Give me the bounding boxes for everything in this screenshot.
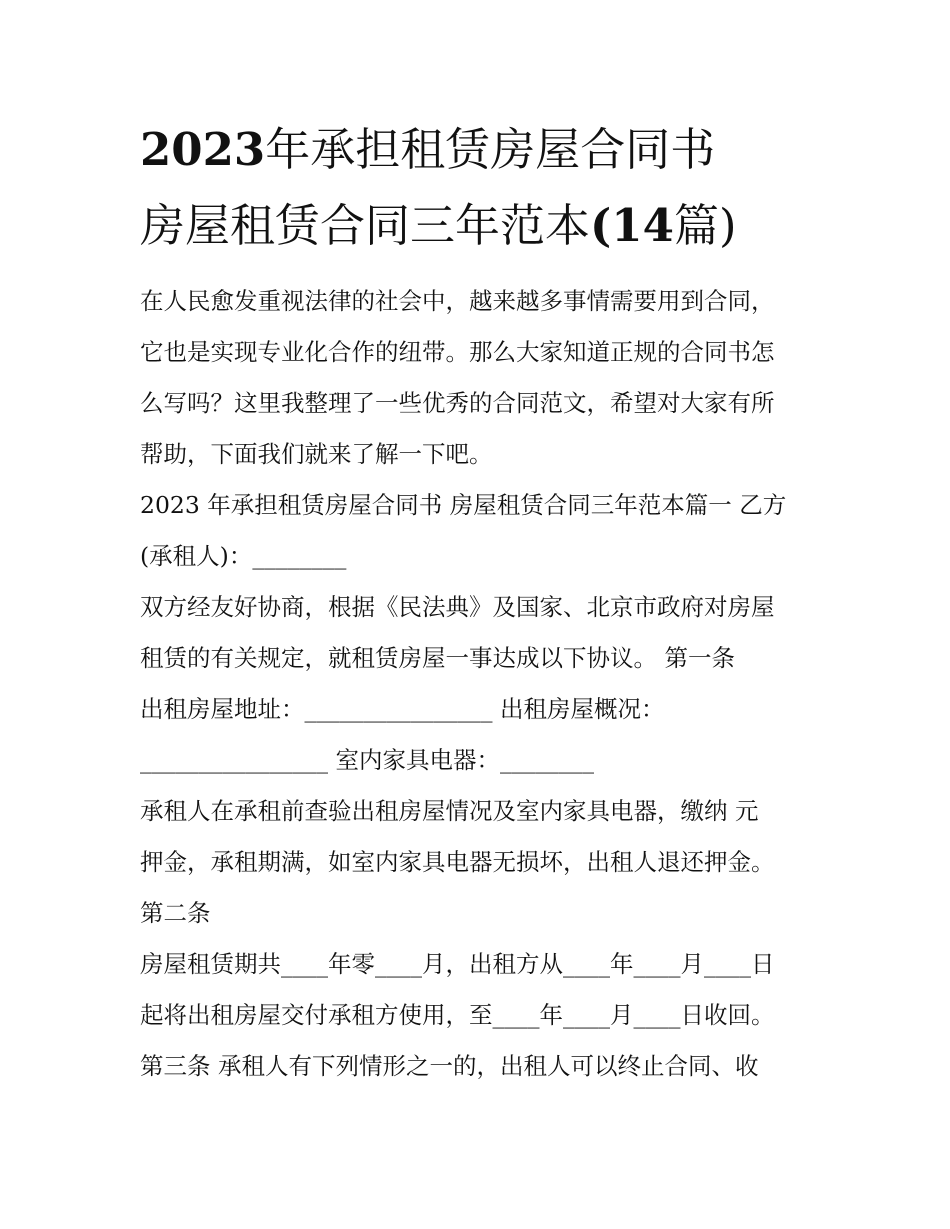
body-line: 房屋租赁期共____年零____月，出租方从____年____月____日 bbox=[140, 950, 775, 978]
body-line: 2023 年承担租赁房屋合同书 房屋租赁合同三年范本篇一 乙方 bbox=[140, 491, 787, 519]
body-line: 起将出租房屋交付承租方使用，至____年____月____日收回。 bbox=[140, 1001, 775, 1029]
body-line: ________________ 室内家具电器：________ bbox=[140, 746, 594, 774]
title-line-1 bbox=[140, 112, 840, 188]
body-line: 么写吗？这里我整理了一些优秀的合同范文，希望对大家有所 bbox=[140, 389, 775, 417]
body-line: 承租人在承租前查验出租房屋情况及室内家具电器，缴纳 元 bbox=[140, 797, 759, 825]
title-line-2-text-a: 房屋租赁合同三年范本 bbox=[140, 199, 591, 252]
body-line: 第二条 bbox=[140, 899, 211, 927]
document-title bbox=[140, 112, 840, 264]
title-line-2 bbox=[140, 188, 840, 264]
title-count: (14 bbox=[590, 199, 674, 252]
body-line: 出租房屋地址：________________ 出租房屋概况： bbox=[140, 695, 665, 723]
body-line: 租赁的有关规定，就租赁房屋一事达成以下协议。 第一条 bbox=[140, 644, 735, 672]
body-line: 押金，承租期满，如室内家具电器无损坏，出租人退还押金。 bbox=[140, 848, 775, 876]
body-line: 第三条 承租人有下列情形之一的，出租人可以终止合同、收 bbox=[140, 1052, 759, 1080]
body-line: 它也是实现专业化合作的纽带。那么大家知道正规的合同书怎 bbox=[140, 338, 775, 366]
body-line: 在人民愈发重视法律的社会中，越来越多事情需要用到合同， bbox=[140, 287, 775, 315]
body-line: 帮助，下面我们就来了解一下吧。 bbox=[140, 440, 493, 468]
body-line: 双方经友好协商，根据《民法典》及国家、北京市政府对房屋 bbox=[140, 593, 775, 621]
title-year: 2023 bbox=[140, 123, 266, 176]
body-line: (承租人)：________ bbox=[140, 542, 347, 570]
title-line-2-text-b: 篇) bbox=[673, 199, 737, 252]
title-line-1-text: 年承担租赁房屋合同书 bbox=[265, 123, 716, 176]
document-body bbox=[140, 276, 830, 1092]
